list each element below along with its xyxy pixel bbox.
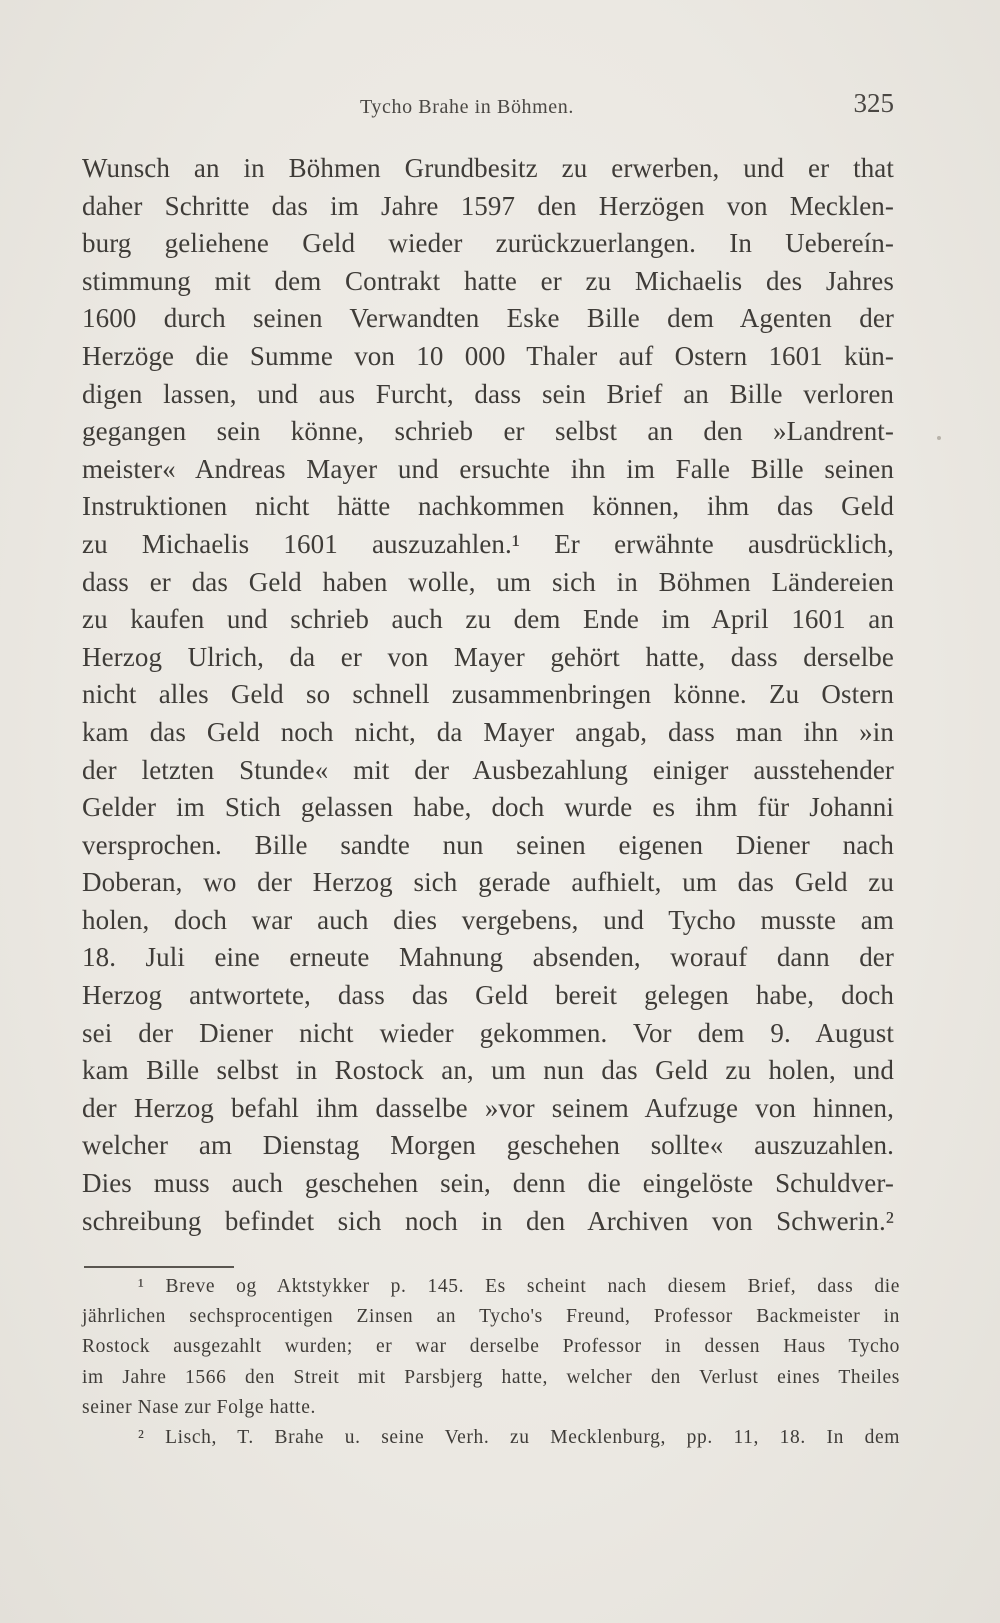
body-line: Instruktionen nicht hätte nachkommen können, ihm das Geld [82, 491, 894, 522]
body-line: sei der Diener nicht wieder gekommen. Vor dem 9. August [82, 1017, 894, 1048]
body-line: holen, doch war auch dies vergebens, und Tycho musste am [82, 904, 894, 935]
body-line: kam Bille selbst in Rostock an, um nun das Geld zu holen, und [82, 1055, 894, 1086]
body-line: Gelder im Stich gelassen habe, doch wurde es ihm für Johanni [82, 792, 894, 823]
body-line: burg geliehene Geld wieder zurückzuerlangen. In Uebereín- [82, 228, 894, 259]
body-line: der letzten Stunde« mit der Ausbezahlung einiger ausstehender [82, 754, 894, 785]
footnotes [82, 1272, 900, 1453]
body-line: zu kaufen und schrieb auch zu dem Ende im April 1601 an [82, 604, 894, 635]
body-line: kam das Geld noch nicht, da Mayer angab, dass man ihn »in [82, 716, 894, 747]
body-line: gegangen sein könne, schrieb er selbst an den »Landrent- [82, 416, 894, 447]
page-number: 325 [853, 88, 894, 118]
body-line: 1600 durch seinen Verwandten Eske Bille dem Agenten der [82, 303, 894, 334]
body-text [82, 150, 894, 1240]
page-header [82, 88, 894, 128]
body-line: dass er das Geld haben wolle, um sich in Böhmen Ländereien [82, 566, 894, 597]
body-line: Herzog antwortete, dass das Geld bereit gelegen habe, doch [82, 980, 894, 1011]
body-line: Doberan, wo der Herzog sich gerade aufhielt, um das Geld zu [82, 867, 894, 898]
paper-speck [937, 436, 941, 440]
body-line: versprochen. Bille sandte nun seinen eigenen Diener nach [82, 829, 894, 860]
footnote-line: seiner Nase zur Folge hatte. [82, 1396, 316, 1418]
footnote-line: Rostock ausgezahlt wurden; er war derselbe Professor in dessen Haus Tycho [82, 1336, 900, 1358]
body-line: 18. Juli eine erneute Mahnung absenden, worauf dann der [82, 942, 894, 973]
body-line: daher Schritte das im Jahre 1597 den Herzögen von Mecklen- [82, 190, 894, 221]
body-line: Wunsch an in Böhmen Grundbesitz zu erwerben, und er that [82, 153, 894, 183]
footnote-line: ¹ Breve og Aktstykker p. 145. Es scheint nach diesem Brief, dass die [138, 1276, 900, 1297]
body-line: digen lassen, und aus Furcht, dass sein Brief an Bille verloren [82, 378, 894, 409]
body-line: Herzog Ulrich, da er von Mayer gehört hatte, dass derselbe [82, 641, 894, 672]
body-line: zu Michaelis 1601 auszuzahlen.¹ Er erwähnte ausdrücklich, [82, 528, 894, 559]
body-line: der Herzog befahl ihm dasselbe »vor seinem Aufzuge von hinnen, [82, 1092, 894, 1123]
body-line: Dies muss auch geschehen sein, denn die eingelöste Schuldver- [82, 1168, 894, 1199]
body-line: nicht alles Geld so schnell zusammenbringen könne. Zu Ostern [82, 679, 894, 710]
running-head: Tycho Brahe in Böhmen. [360, 96, 574, 118]
body-line: welcher am Dienstag Morgen geschehen sollte« auszuzahlen. [82, 1130, 894, 1161]
body-line: meister« Andreas Mayer und ersuchte ihn im Falle Bille seinen [82, 453, 894, 484]
footnote-line: im Jahre 1566 den Streit mit Parsbjerg hatte, welcher den Verlust eines Theiles [82, 1366, 900, 1388]
footnote-rule [84, 1266, 234, 1268]
footnote-line: jährlichen sechsprocentigen Zinsen an Tycho's Freund, Professor Backmeister in [82, 1306, 900, 1328]
footnote-line: ² Lisch, T. Brahe u. seine Verh. zu Mecklenburg, pp. 11, 18. In dem [138, 1426, 900, 1448]
body-line: schreibung befindet sich noch in den Archiven von Schwerin.² [82, 1205, 894, 1236]
body-line: Herzöge die Summe von 10 000 Thaler auf Ostern 1601 kün- [82, 340, 894, 371]
body-line: stimmung mit dem Contrakt hatte er zu Michaelis des Jahres [82, 265, 894, 296]
